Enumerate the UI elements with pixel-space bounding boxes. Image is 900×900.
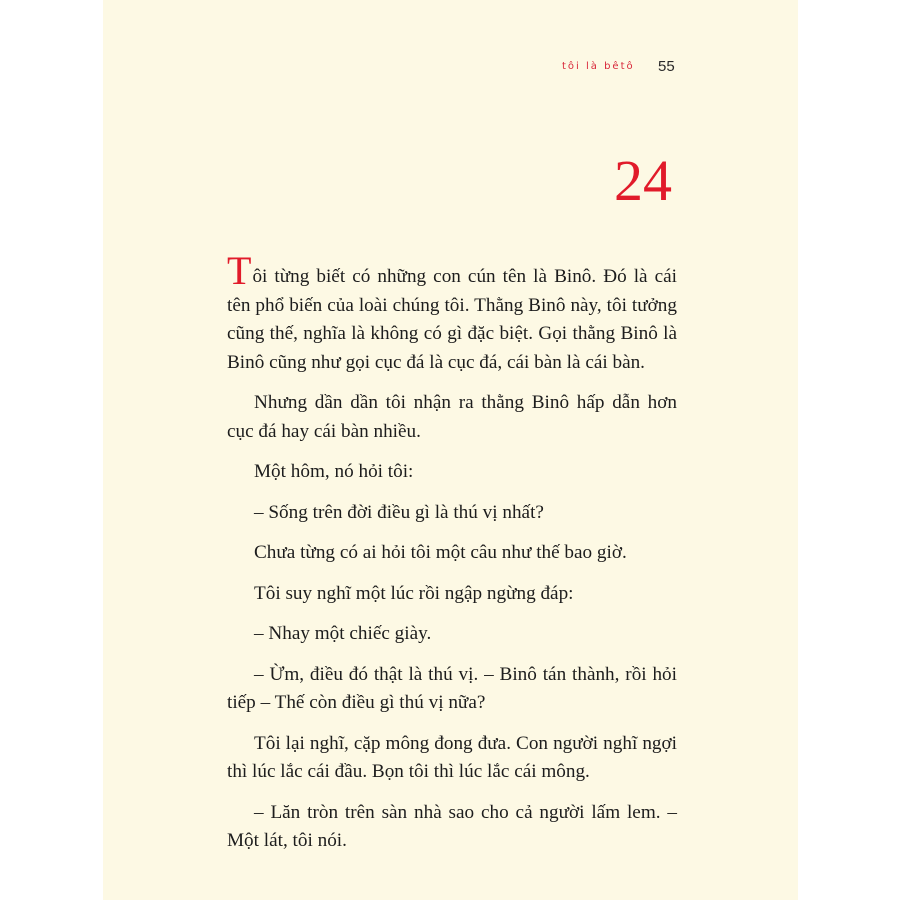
running-head-title: tôi là bêtô: [562, 61, 635, 72]
paragraph-10: – Lăn tròn trên sàn nhà sao cho cả người lấm lem. – Một lát, tôi nói.: [227, 801, 677, 851]
paragraph-9: Tôi lại nghĩ, cặp mông đong đưa. Con người nghĩ ngợi thì lúc lắc cái đầu. Bọn tôi thì lúc lắc cái mông.: [227, 732, 677, 782]
paragraph-1: [227, 248, 677, 377]
paragraph-7: – Nhay một chiếc giày.: [254, 623, 432, 644]
drop-cap: T: [227, 248, 252, 293]
paragraph-5: Chưa từng có ai hỏi tôi một câu như thế bao giờ.: [254, 542, 627, 563]
paragraph-1-text: ôi từng biết có những con cún tên là Binô. Đó là cái tên phổ biến của loài chúng tôi. Thằng Binô này, tôi tưởng cũng thế, nghĩa là không có gì đặc biệt. Gọi thằng Binô là Binô cũng như gọi cục đá là cục đá, cái bàn là cái bàn.: [227, 266, 677, 373]
paragraph-6: Tôi suy nghĩ một lúc rồi ngập ngừng đáp:: [254, 582, 574, 604]
paragraph-3: Một hôm, nó hỏi tôi:: [254, 461, 414, 482]
paragraph-8: – Ừm, điều đó thật là thú vị. – Binô tán thành, rồi hỏi tiếp – Thế còn điều gì thú vị nữa?: [227, 663, 677, 713]
chapter-body: [227, 248, 677, 868]
page-number: 55: [658, 58, 675, 75]
paragraph-4: – Sống trên đời điều gì là thú vị nhất?: [254, 501, 544, 523]
paragraph-2: Nhưng dần dần tôi nhận ra thằng Binô hấp dẫn hơn cục đá hay cái bàn nhiều.: [227, 392, 677, 442]
chapter-number: 24: [614, 148, 672, 213]
